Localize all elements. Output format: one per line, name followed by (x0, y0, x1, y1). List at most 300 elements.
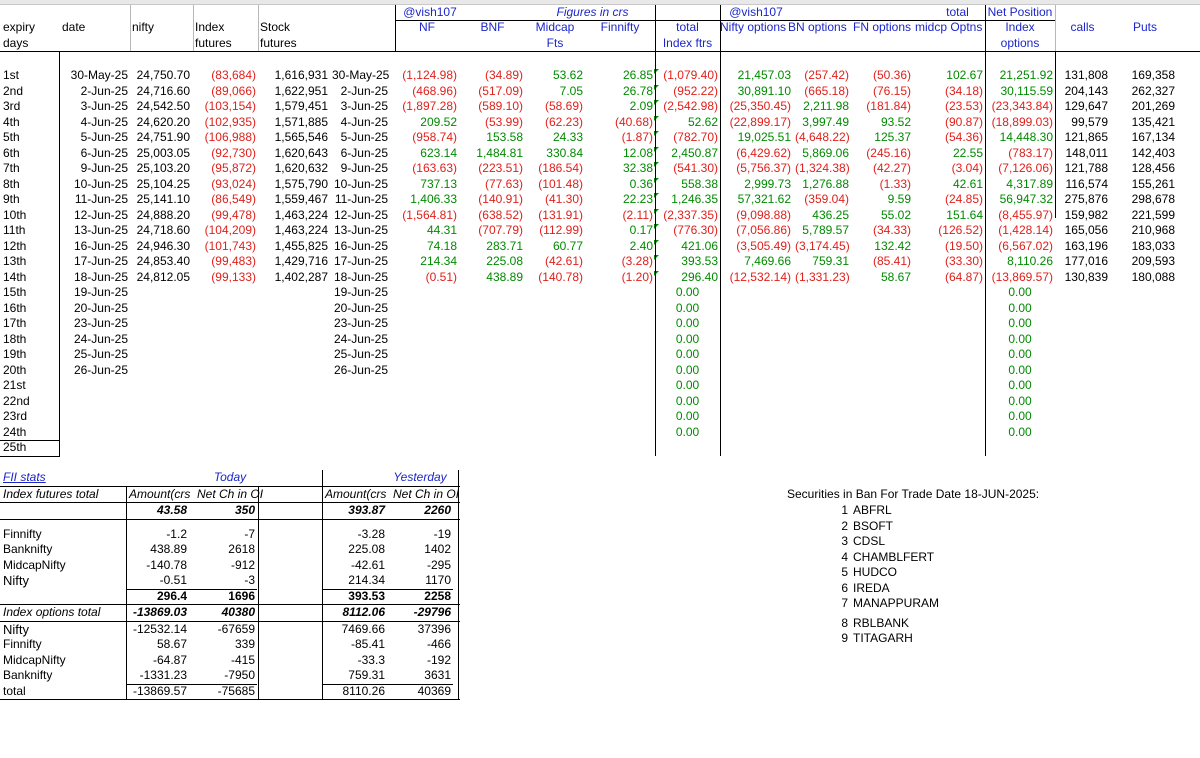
expiry-row-nopt[interactable]: (5,756.37) (736, 161, 791, 175)
expiry-row-day[interactable]: 5th (3, 130, 20, 144)
expiry-row-fin[interactable]: 0.17 (629, 223, 653, 237)
amount-header[interactable]: Amount(crs (325, 486, 387, 501)
expiry-row-mcopt[interactable]: (3.04) (951, 161, 983, 175)
expiry-row-nf[interactable]: (1,897.28) (402, 99, 457, 113)
expiry-row-date2[interactable]: 26-Jun-25 (333, 362, 388, 377)
expiry-row-fin[interactable]: (1.87) (621, 130, 653, 144)
expiry-row-idx[interactable]: (93,024) (211, 176, 256, 191)
expiry-row-nifty[interactable]: 24,542.50 (136, 99, 190, 113)
fii-yesterday-oi[interactable]: 1402 (424, 542, 451, 556)
expiry-row-mid[interactable]: 53.62 (552, 68, 583, 82)
expiry-row-tot[interactable]: 0.00 (675, 285, 700, 299)
expiry-row-nifty[interactable]: 24,620.20 (136, 114, 190, 129)
expiry-row-day[interactable]: 22nd (3, 393, 30, 408)
expiry-row-idxopt[interactable]: 4,317.89 (1006, 176, 1053, 191)
expiry-row-bnopt[interactable]: 5,869.06 (802, 145, 849, 160)
expiry-row-bnf[interactable]: 283.71 (486, 238, 523, 253)
fii-options-row-name[interactable]: Finnifty (3, 637, 42, 651)
expiry-row-idx[interactable]: (89,066) (211, 83, 256, 98)
expiry-row-idxopt[interactable]: 0.00 (1008, 316, 1032, 330)
expiry-row-nf[interactable]: 74.18 (426, 238, 457, 253)
expiry-row-puts[interactable]: 209,593 (1131, 254, 1175, 268)
expiry-row-nifty[interactable]: 25,003.05 (136, 145, 190, 160)
fii-options-row-name[interactable]: Nifty (3, 621, 29, 637)
fii-today-amount[interactable]: -140.78 (146, 557, 187, 572)
net-ch-oi-header[interactable]: Net Ch in OI (197, 486, 264, 501)
header-cell[interactable]: calls (1070, 20, 1095, 34)
expiry-row-puts[interactable]: 128,456 (1131, 161, 1175, 175)
header-cell[interactable]: Fts (546, 36, 564, 50)
expiry-row-day[interactable]: 8th (3, 176, 20, 191)
expiry-row-nifty[interactable]: 24,751.90 (136, 130, 190, 144)
fii-today-oi[interactable]: 339 (234, 637, 255, 651)
expiry-row-bnopt[interactable]: 5,789.57 (802, 223, 849, 237)
expiry-row-nf[interactable]: (163.63) (412, 161, 457, 175)
expiry-row-stk[interactable]: 1,455,825 (274, 238, 328, 253)
header-cell[interactable]: Index (1005, 20, 1035, 34)
expiry-row-calls[interactable]: 275,876 (1064, 192, 1108, 206)
expiry-row-idxopt[interactable]: 0.00 (1008, 331, 1032, 346)
fii-yesterday-oi[interactable]: -19 (433, 526, 451, 541)
expiry-row-calls[interactable]: 159,982 (1064, 207, 1108, 222)
expiry-row-tot[interactable]: 558.38 (681, 176, 718, 191)
expiry-row-date[interactable]: 5-Jun-25 (80, 130, 128, 144)
expiry-row-mid[interactable]: (140.78) (538, 269, 583, 284)
expiry-row-fin[interactable]: 22.23 (622, 192, 653, 206)
expiry-row-bnf[interactable]: 438.89 (486, 269, 523, 284)
expiry-row-fin[interactable]: 0.36 (629, 176, 653, 191)
expiry-row-bnopt[interactable]: (4,648.22) (795, 130, 850, 144)
expiry-row-date2[interactable]: 20-Jun-25 (333, 300, 388, 315)
fii-today-amount[interactable]: -13869.57 (132, 683, 187, 698)
expiry-row-nopt[interactable]: (9,098.88) (736, 207, 791, 222)
expiry-row-day[interactable]: 17th (3, 316, 27, 330)
expiry-row-tot[interactable]: 0.00 (675, 378, 700, 392)
expiry-row-date[interactable]: 11-Jun-25 (74, 192, 128, 206)
header-cell[interactable]: Nifty options (720, 20, 786, 34)
expiry-row-bnopt[interactable]: 3,997.49 (802, 114, 849, 129)
expiry-row-bnf[interactable]: (223.51) (478, 161, 523, 175)
fii-futures-row-name[interactable]: Nifty (3, 573, 29, 588)
expiry-row-idxopt[interactable]: 30,115.59 (1000, 83, 1053, 98)
fii-yesterday-amount[interactable]: -85.41 (350, 637, 385, 651)
expiry-row-idx[interactable]: (104,209) (204, 223, 256, 237)
expiry-row-tot[interactable]: 1,246.35 (671, 192, 718, 206)
expiry-row-idxopt[interactable]: 56,947.32 (999, 192, 1053, 206)
expiry-row-nifty[interactable]: 25,104.25 (136, 176, 190, 191)
options-total-today-amount[interactable]: -13869.03 (132, 605, 187, 619)
header-cell[interactable]: Index ftrs (662, 36, 713, 50)
yesterday-label[interactable]: Yesterday (393, 470, 447, 484)
expiry-row-nifty[interactable]: 24,946.30 (136, 238, 190, 253)
expiry-row-bnf[interactable]: (34.89) (484, 68, 523, 82)
expiry-row-nf[interactable]: 209.52 (420, 114, 457, 129)
ban-item-number[interactable]: 2 (841, 518, 848, 533)
expiry-row-nf[interactable]: (1,124.98) (402, 68, 457, 82)
expiry-row-mcopt[interactable]: 22.55 (952, 145, 983, 160)
expiry-row-date[interactable]: 4-Jun-25 (80, 114, 128, 129)
header-cell[interactable]: Figures in crs (556, 5, 629, 19)
futures-total-today-amount[interactable]: 43.58 (156, 503, 187, 517)
expiry-row-tot[interactable]: 0.00 (675, 393, 700, 408)
expiry-row-fin[interactable]: (1.20) (621, 269, 653, 284)
expiry-row-tot[interactable]: (776.30) (673, 223, 718, 237)
fii-yesterday-amount[interactable]: 225.08 (348, 542, 385, 556)
expiry-row-idx[interactable]: (102,935) (204, 114, 256, 129)
expiry-row-nopt[interactable]: (3,505.49) (736, 238, 791, 253)
expiry-row-date2[interactable]: 6-Jun-25 (340, 145, 388, 160)
expiry-row-stk[interactable]: 1,620,643 (274, 145, 328, 160)
expiry-row-calls[interactable]: 121,865 (1064, 130, 1108, 144)
header-cell[interactable]: date (62, 20, 86, 34)
expiry-row-bnf[interactable]: (140.91) (478, 192, 523, 206)
expiry-row-mid[interactable]: (62.23) (544, 114, 583, 129)
ban-item-number[interactable]: 7 (841, 596, 848, 610)
fii-today-amount[interactable]: -12532.14 (132, 621, 187, 636)
expiry-row-puts[interactable]: 155,261 (1131, 176, 1175, 191)
expiry-row-tot[interactable]: 421.06 (681, 238, 718, 253)
today-label[interactable]: Today (213, 470, 247, 484)
expiry-row-idxopt[interactable]: (6,567.02) (998, 238, 1053, 253)
expiry-row-bnf[interactable]: 1,484.81 (476, 145, 523, 160)
expiry-row-puts[interactable]: 135,421 (1131, 114, 1175, 129)
expiry-row-stk[interactable]: 1,402,287 (274, 269, 328, 284)
expiry-row-puts[interactable]: 169,358 (1131, 68, 1175, 82)
expiry-row-date[interactable]: 17-Jun-25 (73, 254, 128, 268)
header-cell[interactable]: @vish107 (403, 5, 457, 19)
expiry-row-mid[interactable]: (186.54) (538, 161, 583, 175)
expiry-row-stk[interactable]: 1,579,451 (274, 99, 328, 113)
expiry-row-nifty[interactable]: 25,103.20 (136, 161, 190, 175)
expiry-row-nopt[interactable]: 19,025.51 (737, 130, 791, 144)
expiry-row-calls[interactable]: 204,143 (1064, 83, 1108, 98)
expiry-row-mid[interactable]: (101.48) (538, 176, 583, 191)
expiry-row-idx[interactable]: (99,483) (211, 254, 256, 268)
fii-yesterday-oi[interactable]: -295 (426, 557, 451, 572)
expiry-row-calls[interactable]: 129,647 (1064, 99, 1108, 113)
expiry-row-idxopt[interactable]: (7,126.06) (998, 161, 1053, 175)
expiry-row-date[interactable]: 6-Jun-25 (80, 145, 128, 160)
expiry-row-idxopt[interactable]: 0.00 (1008, 285, 1032, 299)
expiry-row-puts[interactable]: 142,403 (1131, 145, 1175, 160)
expiry-row-day[interactable]: 14th (3, 269, 27, 284)
expiry-row-calls[interactable]: 148,011 (1065, 145, 1108, 160)
expiry-row-nopt[interactable]: 7,469.66 (744, 254, 791, 268)
expiry-row-date[interactable]: 2-Jun-25 (80, 83, 128, 98)
expiry-row-tot[interactable]: 52.62 (687, 114, 718, 129)
expiry-row-nifty[interactable]: 24,718.60 (136, 223, 190, 237)
expiry-row-nifty[interactable]: 24,853.40 (136, 254, 190, 268)
expiry-row-calls[interactable]: 165,056 (1064, 223, 1108, 237)
expiry-row-fnopt[interactable]: 58.67 (880, 269, 911, 284)
expiry-row-bnf[interactable]: (707.79) (478, 223, 523, 237)
expiry-row-calls[interactable]: 163,196 (1064, 238, 1108, 253)
expiry-row-mcopt[interactable]: (90.87) (944, 114, 983, 129)
fii-today-oi[interactable]: -912 (230, 557, 255, 572)
expiry-row-mid[interactable]: (58.69) (544, 99, 583, 113)
expiry-row-fnopt[interactable]: 55.02 (880, 207, 911, 222)
expiry-row-idxopt[interactable]: (783.17) (1008, 145, 1053, 160)
fii-today-oi[interactable]: -7950 (224, 668, 255, 682)
expiry-row-nifty[interactable]: 24,812.05 (136, 269, 190, 284)
header-cell[interactable]: Stock (260, 20, 291, 34)
expiry-row-day[interactable]: 19th (3, 347, 27, 361)
expiry-row-nf[interactable]: 1,406.33 (410, 192, 457, 206)
expiry-row-tot[interactable]: 0.00 (675, 409, 700, 423)
ban-item-number[interactable]: 3 (841, 534, 848, 548)
fii-yesterday-oi[interactable]: 1170 (425, 573, 451, 587)
expiry-row-stk[interactable]: 1,622,951 (274, 83, 328, 98)
expiry-row-date[interactable]: 12-Jun-25 (73, 207, 128, 222)
expiry-row-idx[interactable]: (99,133) (211, 269, 256, 284)
header-cell[interactable]: Net Position (987, 5, 1053, 19)
fii-today-amount[interactable]: 438.89 (150, 542, 187, 556)
expiry-row-nf[interactable]: (958.74) (412, 130, 457, 144)
expiry-row-bnf[interactable]: (638.52) (478, 207, 523, 222)
header-cell[interactable]: futures (260, 36, 297, 50)
expiry-row-nf[interactable]: 44.31 (426, 223, 457, 237)
expiry-row-mcopt[interactable]: (54.36) (944, 130, 983, 144)
expiry-row-mid[interactable]: (41.30) (544, 192, 583, 206)
expiry-row-nopt[interactable]: (7,056.86) (736, 223, 791, 237)
expiry-row-date[interactable]: 20-Jun-25 (73, 300, 128, 315)
expiry-row-nifty[interactable]: 24,888.20 (136, 207, 190, 222)
expiry-row-idxopt[interactable]: 0.00 (1008, 393, 1032, 408)
fii-yesterday-oi[interactable]: -192 (426, 652, 451, 667)
header-cell[interactable]: options (1000, 36, 1040, 50)
header-cell[interactable]: nifty (132, 20, 155, 34)
expiry-row-fnopt[interactable]: (245.16) (866, 145, 911, 160)
expiry-row-fin[interactable]: 2.09 (629, 99, 653, 113)
expiry-row-nifty[interactable]: 25,141.10 (136, 192, 190, 206)
expiry-row-mcopt[interactable]: (23.53) (944, 99, 983, 113)
expiry-row-date[interactable]: 10-Jun-25 (73, 176, 128, 191)
expiry-row-puts[interactable]: 201,269 (1131, 99, 1175, 113)
ban-item-number[interactable]: 9 (841, 631, 848, 645)
expiry-row-puts[interactable]: 210,968 (1131, 223, 1175, 237)
expiry-row-idxopt[interactable]: (8,455.97) (998, 207, 1053, 222)
expiry-row-idx[interactable]: (99,478) (211, 207, 256, 222)
fii-yesterday-amount[interactable]: 7469.66 (341, 621, 385, 636)
expiry-row-day[interactable]: 1st (3, 68, 20, 82)
expiry-row-date2[interactable]: 25-Jun-25 (333, 347, 388, 361)
ban-item-name[interactable]: HUDCO (853, 565, 897, 579)
expiry-row-fin[interactable]: (2.11) (622, 207, 653, 222)
expiry-row-fin[interactable]: 2.40 (629, 238, 653, 253)
fii-today-amount[interactable]: -0.51 (159, 573, 187, 587)
header-cell[interactable]: BNF (480, 20, 505, 34)
expiry-row-tot[interactable]: (1,079.40) (663, 68, 718, 82)
expiry-row-day[interactable]: 25th (3, 440, 27, 454)
expiry-row-stk[interactable]: 1,429,716 (274, 254, 328, 268)
expiry-row-idxopt[interactable]: (1,428.14) (998, 223, 1053, 237)
expiry-row-bnf[interactable]: 153.58 (486, 130, 523, 144)
expiry-row-bnopt[interactable]: 759.31 (812, 254, 849, 268)
expiry-row-date[interactable]: 25-Jun-25 (73, 347, 128, 361)
expiry-row-stk[interactable]: 1,463,224 (274, 223, 328, 237)
fii-today-amount[interactable]: 58.67 (156, 637, 187, 651)
options-total-yesterday-amount[interactable]: 8112.06 (342, 605, 385, 619)
fii-today-oi[interactable]: -67659 (217, 621, 255, 636)
expiry-row-stk[interactable]: 1,620,632 (274, 161, 328, 175)
expiry-row-date2[interactable]: 9-Jun-25 (340, 161, 388, 175)
expiry-row-bnopt[interactable]: (665.18) (804, 83, 849, 98)
expiry-row-fin[interactable]: 26.85 (622, 68, 653, 82)
fii-yesterday-amount[interactable]: 214.34 (348, 573, 385, 587)
expiry-row-date[interactable]: 9-Jun-25 (80, 161, 128, 175)
expiry-row-day[interactable]: 18th (3, 331, 27, 346)
ban-item-name[interactable]: CDSL (853, 534, 886, 548)
expiry-row-date2[interactable]: 24-Jun-25 (333, 331, 388, 346)
expiry-row-bnopt[interactable]: (359.04) (804, 192, 849, 206)
ban-item-number[interactable]: 4 (841, 549, 848, 564)
fii-today-oi[interactable]: 2618 (228, 542, 255, 556)
expiry-row-mcopt[interactable]: 102.67 (946, 68, 983, 82)
expiry-row-idx[interactable]: (101,743) (204, 238, 256, 253)
expiry-row-mcopt[interactable]: (33.30) (944, 254, 983, 268)
expiry-row-day[interactable]: 21st (3, 378, 26, 392)
expiry-row-bnf[interactable]: 225.08 (486, 254, 523, 268)
expiry-row-nopt[interactable]: 30,891.10 (737, 83, 791, 98)
expiry-row-bnopt[interactable]: (257.42) (804, 68, 849, 82)
ban-item-name[interactable]: CHAMBLFERT (853, 549, 935, 564)
fii-yesterday-amount[interactable]: -3.28 (357, 526, 385, 541)
expiry-row-nopt[interactable]: 57,321.62 (737, 192, 791, 206)
expiry-row-mid[interactable]: 60.77 (552, 238, 583, 253)
expiry-row-nifty[interactable]: 24,716.60 (136, 83, 190, 98)
expiry-row-mid[interactable]: (42.61) (544, 254, 583, 268)
expiry-row-tot[interactable]: 393.53 (681, 254, 718, 268)
ban-item-name[interactable]: MANAPPURAM (853, 596, 940, 610)
expiry-row-idx[interactable]: (106,988) (204, 130, 256, 144)
header-cell[interactable]: @vish107 (729, 5, 783, 19)
amount-header[interactable]: Amount(crs (129, 486, 191, 501)
expiry-row-fnopt[interactable]: 125.37 (874, 130, 911, 144)
fii-yesterday-oi[interactable]: 40369 (417, 683, 451, 698)
expiry-row-day[interactable]: 3rd (3, 99, 21, 113)
expiry-row-fnopt[interactable]: 93.52 (880, 114, 911, 129)
expiry-row-tot[interactable]: 296.40 (681, 269, 718, 284)
expiry-row-mcopt[interactable]: (24.85) (944, 192, 983, 206)
header-cell[interactable]: BN options (788, 20, 847, 34)
expiry-row-mcopt[interactable]: 42.61 (952, 176, 983, 191)
expiry-row-tot[interactable]: 0.00 (675, 316, 700, 330)
expiry-row-tot[interactable]: 2,450.87 (671, 145, 718, 160)
ban-item-number[interactable]: 5 (841, 565, 848, 579)
expiry-row-fin[interactable]: (3.28) (621, 254, 653, 268)
expiry-row-idxopt[interactable]: 0.00 (1008, 378, 1032, 392)
expiry-row-fin[interactable]: 12.08 (622, 145, 653, 160)
expiry-row-date2[interactable]: 11-Jun-25 (334, 192, 388, 206)
header-cell[interactable]: total (946, 5, 969, 19)
expiry-row-fnopt[interactable]: (50.36) (872, 68, 911, 82)
expiry-row-idxopt[interactable]: 8,110.26 (1007, 254, 1053, 268)
fii-options-row-name[interactable]: total (3, 683, 26, 698)
fii-options-row-name[interactable]: MidcapNifty (3, 652, 66, 667)
expiry-row-stk[interactable]: 1,616,931 (274, 68, 328, 82)
expiry-row-puts[interactable]: 183,033 (1131, 238, 1175, 253)
expiry-row-idxopt[interactable]: 0.00 (1008, 409, 1032, 423)
header-cell[interactable]: days (3, 36, 29, 50)
expiry-row-idxopt[interactable]: 21,251.92 (999, 68, 1053, 82)
expiry-row-idxopt[interactable]: 0.00 (1008, 300, 1032, 315)
net-ch-oi-header[interactable]: Net Ch in OI (393, 486, 460, 501)
expiry-row-nopt[interactable]: (22,899.17) (729, 114, 791, 129)
header-cell[interactable]: futures (195, 36, 232, 50)
expiry-row-bnopt[interactable]: 1,276.88 (802, 176, 849, 191)
expiry-row-calls[interactable]: 99,579 (1071, 114, 1108, 129)
expiry-row-bnopt[interactable]: 436.25 (812, 207, 849, 222)
fii-yesterday-amount[interactable]: 393.53 (348, 588, 385, 603)
expiry-row-day[interactable]: 15th (3, 285, 27, 299)
expiry-row-fnopt[interactable]: (1.33) (879, 176, 911, 191)
expiry-row-calls[interactable]: 177,016 (1064, 254, 1108, 268)
expiry-row-fnopt[interactable]: 9.59 (887, 192, 911, 206)
expiry-row-day[interactable]: 23rd (3, 409, 28, 423)
expiry-row-day[interactable]: 2nd (3, 83, 24, 98)
expiry-row-date2[interactable]: 12-Jun-25 (333, 207, 388, 222)
expiry-row-idxopt[interactable]: (18,899.03) (991, 114, 1053, 129)
ban-item-number[interactable]: 6 (841, 580, 848, 595)
fii-today-amount[interactable]: 296.4 (156, 588, 187, 603)
expiry-row-puts[interactable]: 262,327 (1131, 83, 1175, 98)
expiry-row-puts[interactable]: 221,599 (1131, 207, 1175, 222)
expiry-row-puts[interactable]: 167,134 (1131, 130, 1175, 144)
expiry-row-bnf[interactable]: (53.99) (484, 114, 523, 129)
expiry-row-date[interactable]: 24-Jun-25 (73, 331, 128, 346)
index-options-total-label[interactable]: Index options total (3, 605, 101, 619)
header-cell[interactable]: NF (419, 20, 435, 34)
expiry-row-day[interactable]: 20th (3, 362, 27, 377)
fii-today-oi[interactable]: 1696 (228, 588, 255, 603)
expiry-row-tot[interactable]: (952.22) (673, 83, 718, 98)
expiry-row-idxopt[interactable]: 14,448.30 (999, 130, 1053, 144)
expiry-row-nf[interactable]: (468.96) (412, 83, 457, 98)
expiry-row-calls[interactable]: 116,574 (1065, 176, 1108, 191)
fii-today-oi[interactable]: -415 (230, 652, 255, 667)
expiry-row-puts[interactable]: 180,088 (1131, 269, 1175, 284)
fii-today-amount[interactable]: -1331.23 (139, 668, 187, 682)
futures-total-yesterday-amount[interactable]: 393.87 (348, 503, 385, 517)
expiry-row-bnopt[interactable]: 2,211.98 (803, 99, 849, 113)
expiry-row-fnopt[interactable]: (76.15) (872, 83, 911, 98)
expiry-row-nf[interactable]: 214.34 (420, 254, 457, 268)
expiry-row-nf[interactable]: (0.51) (425, 269, 457, 284)
header-cell[interactable]: FN options (853, 20, 912, 34)
expiry-row-idxopt[interactable]: (13,869.57) (991, 269, 1053, 284)
expiry-row-day[interactable]: 6th (3, 145, 20, 160)
ban-item-name[interactable]: RBLBANK (853, 615, 910, 630)
expiry-row-idxopt[interactable]: (23,343.84) (991, 99, 1053, 113)
expiry-row-day[interactable]: 11th (3, 223, 26, 237)
expiry-row-bnf[interactable]: (589.10) (478, 99, 523, 113)
expiry-row-day[interactable]: 7th (3, 161, 20, 175)
ban-item-number[interactable]: 8 (841, 615, 848, 630)
expiry-row-fnopt[interactable]: (34.33) (872, 223, 911, 237)
expiry-row-idx[interactable]: (86,549) (211, 192, 256, 206)
expiry-row-fnopt[interactable]: (181.84) (866, 99, 911, 113)
fii-yesterday-oi[interactable]: 37396 (417, 621, 451, 636)
expiry-row-idxopt[interactable]: 0.00 (1008, 362, 1032, 377)
header-cell[interactable]: Index (195, 20, 225, 34)
options-total-yesterday-oi[interactable]: -29796 (413, 605, 451, 619)
ban-item-name[interactable]: TITAGARH (853, 631, 913, 645)
expiry-row-date2[interactable]: 18-Jun-25 (333, 269, 388, 284)
header-cell[interactable]: total (676, 20, 699, 34)
expiry-row-mid[interactable]: (131.91) (538, 207, 583, 222)
expiry-row-date2[interactable]: 19-Jun-25 (333, 285, 388, 299)
expiry-row-stk[interactable]: 1,559,467 (274, 192, 328, 206)
